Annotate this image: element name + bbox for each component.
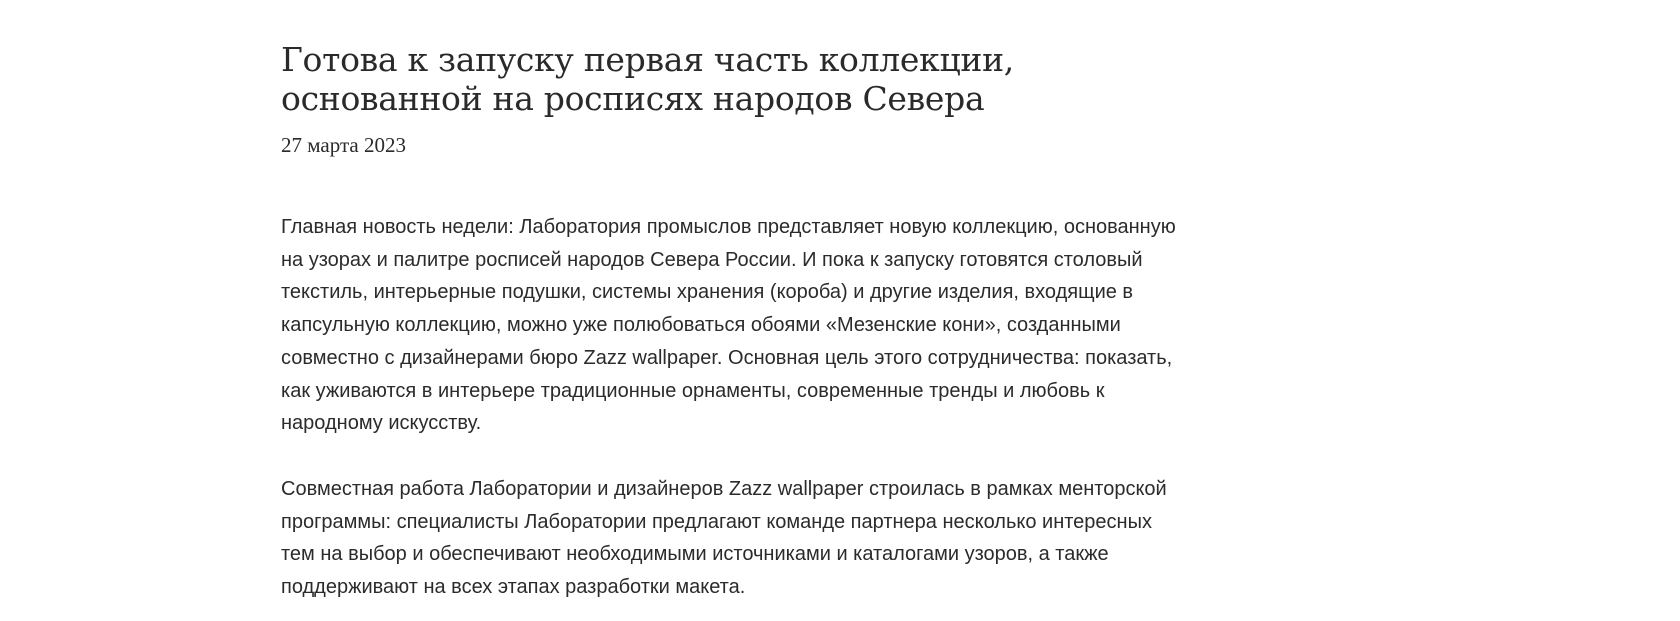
- article-title: Готова к запуску первая часть коллекции, основанной на росписях народов Севера: [281, 40, 1014, 118]
- article-date: 27 марта 2023: [281, 133, 406, 157]
- article-paragraph: Главная новость недели: Лаборатория промыслов представляет новую коллекцию, основанную на узорах и палитре росписей народов Севера России. И пока к запуску готовятся столовый текстиль, интерьерные подушки, системы хранения (короба) и другие изделия, входящие в капсульную коллекцию, можно уже полюбоваться обоями «Мезенские кони», созданными совместно с дизайнерами бюро Zazz wallpaper. Основная цель этого сотрудничества: показать, как уживаются в интерьере традиционные орнаменты, современные тренды и любовь к народному искусству.: [281, 216, 1176, 435]
- article: [281, 40, 1181, 604]
- article-paragraph: Совместная работа Лаборатории и дизайнеров Zazz wallpaper строилась в рамках менторской программы: специалисты Лаборатории предлагают команде партнера несколько интересных тем на выбор и обеспечивают необходимыми источниками и каталогами узоров, а также поддерживают на всех этапах разработки макета.: [281, 477, 1167, 599]
